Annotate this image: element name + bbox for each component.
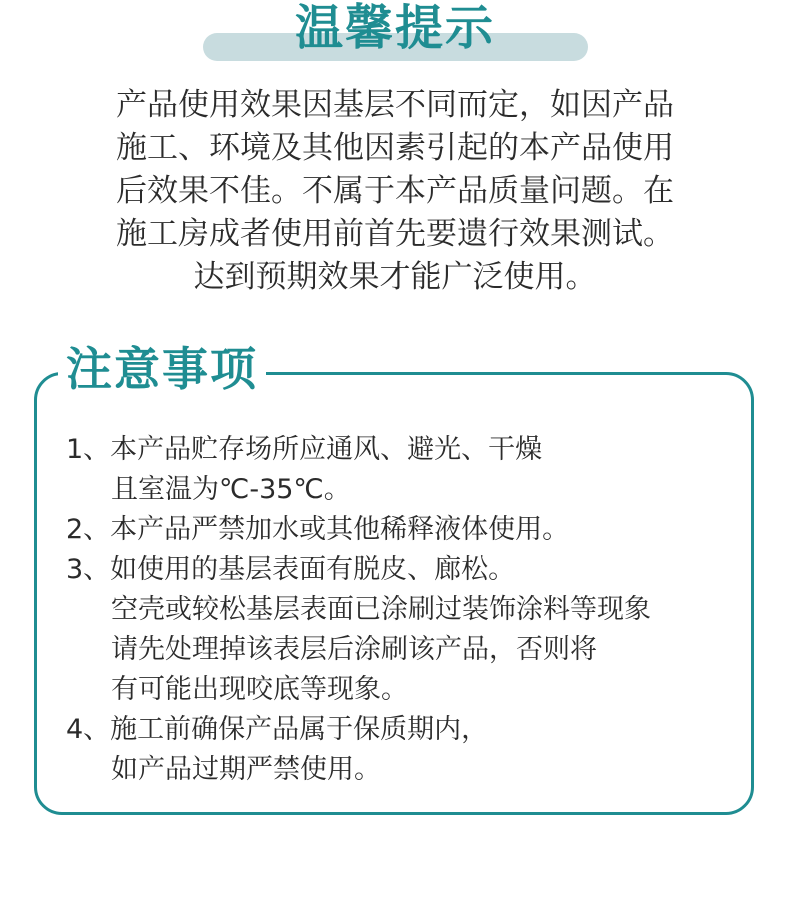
page-title: 温馨提示: [294, 0, 495, 56]
precautions-list: [66, 430, 746, 790]
header: [0, 0, 790, 70]
list-item-continuation: 且室温为℃-35℃。: [111, 474, 351, 505]
precautions-title: 注意事项: [58, 340, 266, 398]
list-item-continuation: 如产品过期严禁使用。: [111, 754, 381, 785]
notice-line: 产品使用效果因基层不同而定，如因产品: [116, 87, 674, 123]
list-item: 4、施工前确保产品属于保质期内，: [66, 714, 489, 745]
list-item-continuation: 请先处理掉该表层后涂刷该产品，否则将: [111, 634, 597, 665]
notice-line: 施工、环境及其他因素引起的本产品使用: [116, 130, 674, 166]
notice-line: 达到预期效果才能广泛使用。: [193, 259, 597, 295]
list-item: 3、如使用的基层表面有脱皮、廊松。: [66, 554, 516, 585]
list-item: 1、本产品贮存场所应通风、避光、干燥: [66, 434, 543, 465]
list-item-continuation: 空壳或较松基层表面已涂刷过装饰涂料等现象: [111, 594, 651, 625]
list-item-continuation: 有可能出现咬底等现象。: [111, 674, 408, 705]
list-item: 2、本产品严禁加水或其他稀释液体使用。: [66, 514, 570, 545]
notice-line: 后效果不佳。不属于本产品质量问题。在: [116, 173, 674, 209]
notice-paragraph: [70, 84, 720, 299]
notice-line: 施工房成者使用前首先要遗行效果测试。: [116, 216, 674, 252]
